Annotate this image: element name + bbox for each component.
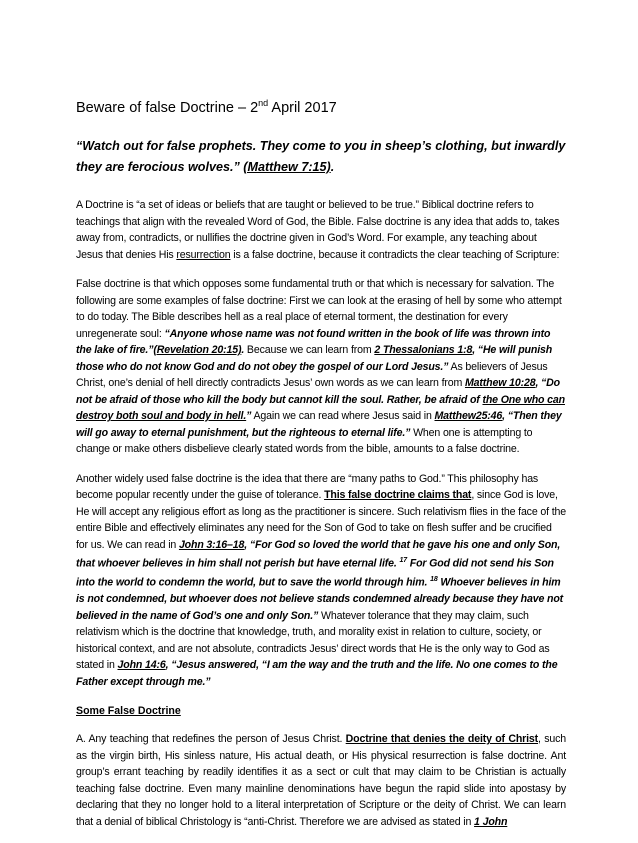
scripture-reference: Matthew 10:28 xyxy=(464,377,536,389)
paragraph-many-paths: Another widely used false doctrine is the idea that there are “many paths to God.” This philosophy has become popular recently under the guise of tolerance. This false doctrine claims that, since God is love, He will accept any religious effort as long as the practitioner is sincere. Such relativism flies in the face of the entire Bible and effectively eliminates any need for the Son of God to take on flesh suffer and be crucified for us. We can read in John 3:16–18, “For God so loved the world that he gave his one and only Son, that whoever believes in him shall not perish but have eternal life. $^{17}$ For God did not send his Son into the world to condemn the world, but to save the world through him. $^{18}$ Whoever believes in him is not condemned, but whoever does not believe stands condemned already because they have not believed in the name of God’s one and only Son.” Whatever tolerance that they may claim, such relativism which is the doctrine that knowledge, truth, and morality exist in relation to culture, society, or historical context, and are not absolute, contradicts Jesus’ direct words that He is the only way to God as stated in John 14:6, “Jesus answered, “I am the way and the truth and the life. No one comes to the Father except through me.” xyxy=(76,472,566,688)
scripture-reference: John 14:6 xyxy=(117,659,166,672)
scripture-quote: Whoever believes in him is not condemned, but whoever does not believe stands condemned already because they have not believed in the name of God’s one and only Son.” xyxy=(76,576,564,622)
scripture-quote: , “Then they will go away to eternal punishment, but the righteous to eternal life.” xyxy=(76,410,562,439)
scripture-quote: For God did not send his Son into the world to condemn the world, but to save the world through him. xyxy=(76,557,554,589)
paragraph-deity-of-christ: A. Any teaching that redefines the person of Jesus Christ. Doctrine that denies the deity of Christ, such as the virgin birth, His sinless nature, His actual death, or His physical resurrection is false doctrine. Ant group’s errant teaching by readily identifies it as a sect or cult that may claim to be Christian is actually teaching false doctrine. Even many mainline denominations have begun the rapid slide into apostasy by declaring that they no longer hold to a literal interpretation of Scripture or the deity of Christ. We can learn that a denial of biblical Christology is “anti-Christ. Therefore we are advised as stated in 1 John xyxy=(76,733,566,828)
false-doctrine-claim-link[interactable]: This false doctrine claims that xyxy=(324,489,472,501)
scripture-reference: John 3:16–18 xyxy=(178,538,245,551)
scripture-quote: , “Jesus answered, “I am the way and the truth and the life. No one comes to the Father except through me.” xyxy=(76,659,558,688)
document-body xyxy=(76,100,566,843)
deity-doctrine-link[interactable]: Doctrine that denies the deity of Christ xyxy=(345,733,539,746)
scripture-quote: , “Do not be afraid of those who kill the body but cannot kill the soul. Rather, be afraid of xyxy=(76,377,560,406)
paragraph-hell: False doctrine is that which opposes some fundamental truth or that which is necessary for salvation. The following are some examples of false doctrine: First we can look at the erasing of hell by some who attempt to do today. The Bible describes hell as a real place of eternal torment, the destination for every unregenerate soul: “Anyone whose name was not found written in the book of life was thrown into the lake of fire.”(Revelation 20:15). Because we can learn from 2 Thessalonians 1:8, “He will punish those who do not know God and do not obey the gospel of our Lord Jesus.” As believers of Jesus Christ, one’s denial of hell directly contradicts Jesus’ own words as we can learn from Matthew 10:28, “Do not be afraid of those who kill the body but cannot kill the soul. Rather, be afraid of the One who can destroy both soul and body in hell.” Again we can read where Jesus said in Matthew25:46, “Then they will go away to eternal punishment, but the righteous to eternal life.” When one is attempting to change or make others disbelieve clearly stated words from the bible, amounts to a false doctrine. xyxy=(76,278,565,455)
scripture-quote: , “He will punish those who do not know God and do not obey the gospel of our Lord Jesus.” xyxy=(76,344,553,373)
opening-quote: “Watch out for false prophets. They come to you in sheep’s clothing, but inwardly they are ferocious wolves.” (Matthew 7:15). xyxy=(76,139,566,174)
scripture-quote: , “For God so loved the world that he gave his one and only Son, that whoever believes in him shall not perish but have eternal life. xyxy=(76,538,561,570)
scripture-reference: Matthew25:46 xyxy=(434,410,503,422)
document-title: Beware of false Doctrine – 2nd April 2017 xyxy=(76,98,337,116)
title-superscript: nd xyxy=(258,98,269,109)
scripture-reference: 1 John xyxy=(474,815,508,828)
verse-number: 18 xyxy=(430,576,438,584)
resurrection-link[interactable]: resurrection xyxy=(176,248,231,261)
scripture-reference: 2 Thessalonians 1:8 xyxy=(374,344,473,356)
quote-reference: (Matthew 7:15) xyxy=(243,160,331,174)
scripture-quote-underlined: the One who can destroy both soul and body in hell. xyxy=(76,393,565,422)
paragraph-definition: A Doctrine is “a set of ideas or beliefs that are taught or believed to be true.” Biblical doctrine refers to teachings that align with the revealed Word of God, the Bible. False doctrine is any idea that adds to, takes away from, contradicts, or nullifies the doctrine given in God’s Word. For example, any teaching about Jesus that denies His resurrection is a false doctrine, because it contradicts the clear teaching of Scripture: xyxy=(76,199,560,261)
scripture-reference: (Revelation 20:15) xyxy=(153,344,242,356)
scripture-quote: “Anyone whose name was not found written in the book of life was thrown into the lake of fire.” xyxy=(76,327,551,356)
verse-number: 17 xyxy=(399,557,407,564)
section-heading: Some False Doctrine xyxy=(76,705,181,718)
